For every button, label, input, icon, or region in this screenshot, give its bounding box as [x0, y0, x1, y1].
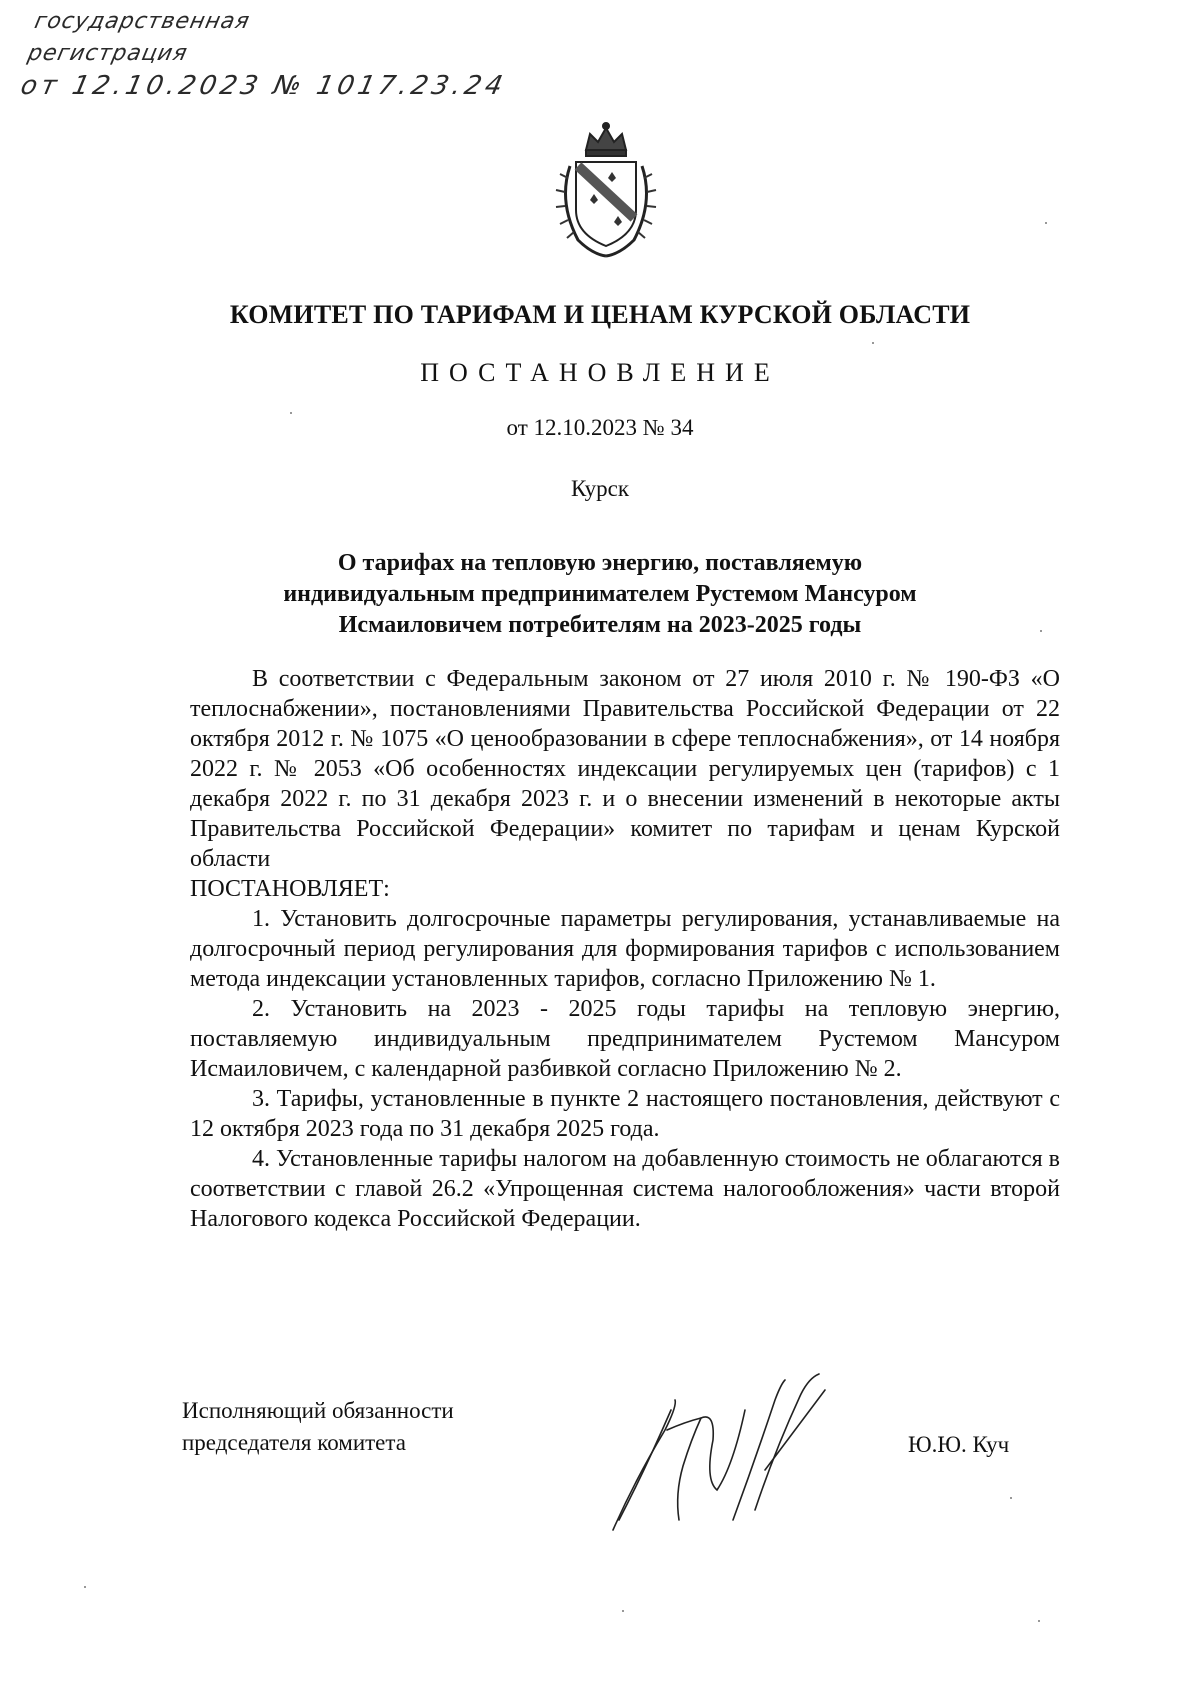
committee-name: КОМИТЕТ ПО ТАРИФАМ И ЦЕНАМ КУРСКОЙ ОБЛАСТИ — [229, 300, 971, 329]
scan-speck — [290, 412, 292, 414]
registration-note-line3: от 12.10.2023 № 1017.23.24 — [18, 71, 510, 101]
resolves-word: ПОСТАНОВЛЯЕТ: — [190, 876, 390, 902]
scan-speck — [622, 1610, 624, 1612]
document-city: Курск — [571, 476, 629, 501]
registration-note — [18, 6, 638, 102]
signatory-position-line2: председателя комитета — [182, 1430, 406, 1455]
scan-speck — [1038, 1620, 1040, 1622]
title-line: Исмаиловичем потребителям на 2023-2025 годы — [338, 612, 862, 638]
scan-speck — [1040, 630, 1042, 632]
scan-speck — [872, 342, 874, 344]
document-date-number: от 12.10.2023 № 34 — [506, 415, 694, 440]
registration-note-line2: регистрация — [25, 41, 190, 66]
title-line: индивидуальным предпринимателем Рустемом Мансуром — [283, 581, 917, 607]
handwritten-signature-icon — [605, 1370, 835, 1540]
signatory-position — [182, 1395, 454, 1459]
document-type: ПОСТАНОВЛЕНИЕ — [420, 358, 780, 387]
document-title — [200, 548, 1000, 641]
scan-speck — [1010, 1497, 1012, 1499]
signatory-name: Ю.Ю. Куч — [908, 1432, 1010, 1457]
resolution-item-1: 1. Установить долгосрочные параметры регулирования, устанавливаемые на долгосрочный период регулирования для формирования тарифов с использованием метода индексации установленных тарифов, согласно Приложению № 1. — [190, 906, 1060, 992]
signatory-position-line1: Исполняющий обязанности — [182, 1398, 454, 1423]
kursk-coat-of-arms-icon — [548, 122, 664, 260]
resolution-item-4: 4. Установленные тарифы налогом на добавленную стоимость не облагаются в соответствии с главой 26.2 «Упрощенная система налогообложения» части второй Налогового кодекса Российской Федерации. — [190, 1146, 1060, 1232]
title-line: О тарифах на тепловую энергию, поставляемую — [337, 550, 863, 576]
preamble-paragraph: В соответствии с Федеральным законом от 27 июля 2010 г. № 190-ФЗ «О теплоснабжении», постановлениями Правительства Российской Федерации от 22 октября 2012 г. № 1075 «О ценообразовании в сфере теплоснабжения», от 14 ноября 2022 г. № 2053 «Об особенностях индексации регулируемых цен (тарифов) с 1 декабря 2022 г. по 31 декабря 2023 г. и о внесении изменений в некоторые акты Правительства Российской Федерации» комитет по тарифам и ценам Курской области — [190, 666, 1060, 872]
resolution-item-3: 3. Тарифы, установленные в пункте 2 настоящего постановления, действуют с 12 октября 2023 года по 31 декабря 2025 года. — [190, 1086, 1060, 1142]
registration-note-line1: государственная — [32, 9, 253, 34]
scan-speck — [1045, 222, 1047, 224]
document-body — [190, 664, 1060, 1234]
scan-speck — [84, 1586, 86, 1588]
resolution-item-2: 2. Установить на 2023 - 2025 годы тарифы на тепловую энергию, поставляемую индивидуальным предпринимателем Рустемом Мансуром Исмаиловичем, с календарной разбивкой согласно Приложению № 2. — [190, 996, 1060, 1082]
